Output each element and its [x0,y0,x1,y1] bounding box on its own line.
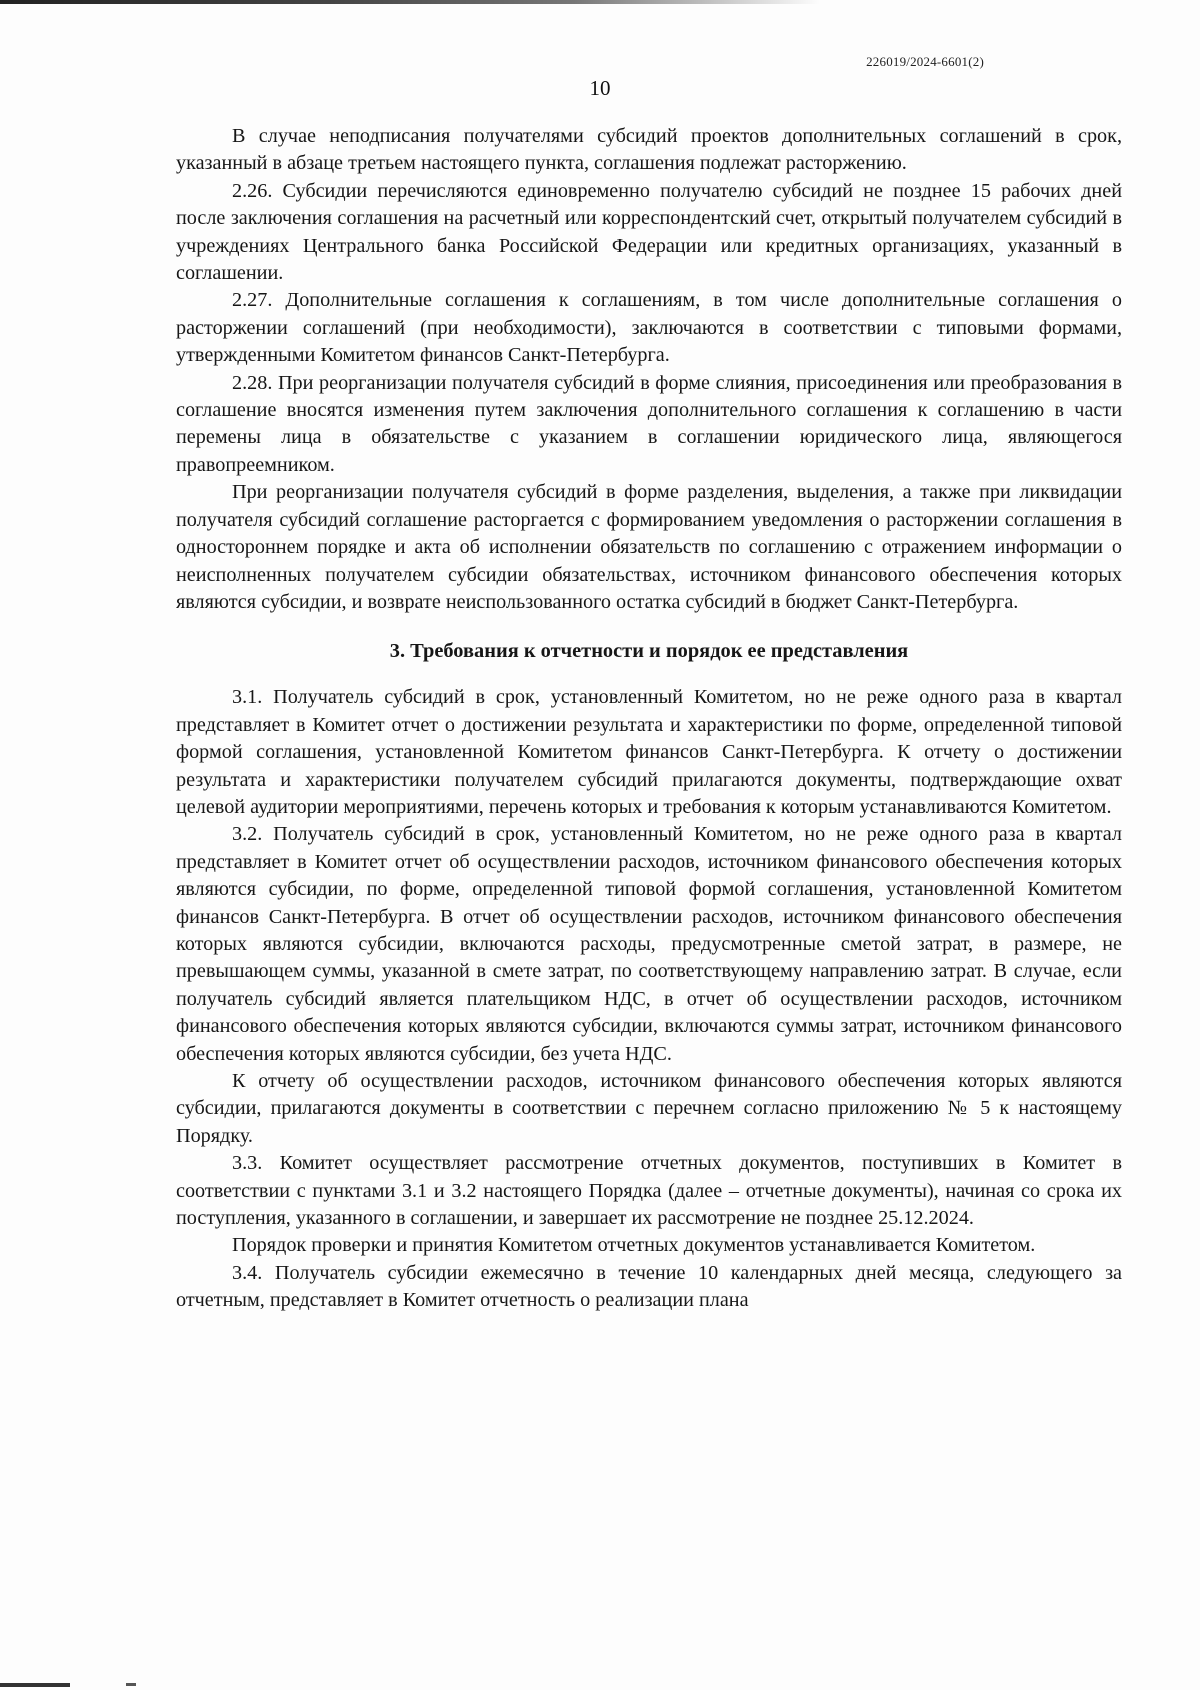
paragraph-2-26: 2.26. Субсидии перечисляются единовременно получателю субсидий не позднее 15 рабочих дней после заключения соглашения на расчетный или корреспондентский счет, открытый получателем субсидий в учреждениях Центрального банка Российской Федерации или кредитных организациях, указанный в соглашении. [176,179,1122,285]
paragraph-2-27: 2.27. Дополнительные соглашения к соглашениям, в том числе дополнительные соглашения о расторжении соглашений (при необходимости), заключаются в соответствии с типовыми формами, утвержденными Комитетом финансов Санкт-Петербурга. [176,289,1122,367]
paragraph: При реорганизации получателя субсидий в форме разделения, выделения, а также при ликвидации получателя субсидий соглашение расторгается с формированием уведомления о расторжении соглашения в одностороннем порядке и акта об исполнении обязательств по соглашению с отражением информации о неисполненных получателем субсидии обязательствах, источником финансового обеспечения которых являются субсидии, и возврате неиспользованного остатка субсидий в бюджет Санкт-Петербурга. [176,481,1122,613]
paragraph-3-1: 3.1. Получатель субсидий в срок, установленный Комитетом, но не реже одного раза в квартал представляет в Комитет отчет о достижении результата и характеристики по форме, определенной типовой формой соглашения, установленной Комитетом финансов Санкт-Петербурга. К отчету о достижении результата и характеристики получателем субсидий прилагаются документы, подтверждающие охват целевой аудитории мероприятиями, перечень которых и требования к которым устанавливаются Комитетом. [176,686,1122,818]
document-body [176,123,1122,1315]
document-id: 226019/2024-6601(2) [866,54,984,69]
paragraph: К отчету об осуществлении расходов, источником финансового обеспечения которых являются субсидии, прилагаются документы в соответствии с перечнем согласно приложению № 5 к настоящему Порядку. [176,1070,1122,1147]
scan-mark [126,1683,136,1686]
scan-edge-bottom [0,1683,70,1687]
scan-edge-top [0,0,820,4]
page-number: 10 [589,76,611,100]
section-heading: 3. Требования к отчетности и порядок ее представления [389,640,909,663]
paragraph-3-2: 3.2. Получатель субсидий в срок, установленный Комитетом, но не реже одного раза в квартал представляет в Комитет отчет об осуществлении расходов, источником финансового обеспечения которых являются субсидии, по форме, определенной типовой формой соглашения, установленной Комитетом финансов Санкт-Петербурга. В отчет об осуществлении расходов, источником финансового обеспечения которых являются субсидии, включаются расходы, предусмотренные сметой затрат, в размере, не превышающем суммы, указанной в смете затрат, по соответствующему направлению затрат. В случае, если получатель субсидий является плательщиком НДС, в отчет об осуществлении расходов, источником финансового обеспечения которых являются субсидии, включаются суммы затрат, источником финансового обеспечения которых являются субсидии, без учета НДС. [176,823,1122,1065]
paragraph-3-3: 3.3. Комитет осуществляет рассмотрение отчетных документов, поступивших в Комитет в соответствии с пунктами 3.1 и 3.2 настоящего Порядка (далее – отчетные документы), начиная со срока их поступления, указанного в соглашении, и завершает их рассмотрение не позднее 25.12.2024. [176,1152,1122,1230]
paragraph: Порядок проверки и принятия Комитетом отчетных документов устанавливается Комитетом. [232,1234,1036,1257]
paragraph-2-28: 2.28. При реорганизации получателя субсидий в форме слияния, присоединения или преобразования в соглашение вносятся изменения путем заключения дополнительного соглашения к соглашению в части перемены лица в обязательстве с указанием в соглашении юридического лица, являющегося правопреемником. [176,371,1122,476]
paragraph: В случае неподписания получателями субсидий проектов дополнительных соглашений в срок, указанный в абзаце третьем настоящего пункта, соглашения подлежат расторжению. [176,125,1122,175]
paragraph-3-4: 3.4. Получатель субсидии ежемесячно в течение 10 календарных дней месяца, следующего за отчетным, представляет в Комитет отчетность о реализации плана [176,1261,1122,1312]
